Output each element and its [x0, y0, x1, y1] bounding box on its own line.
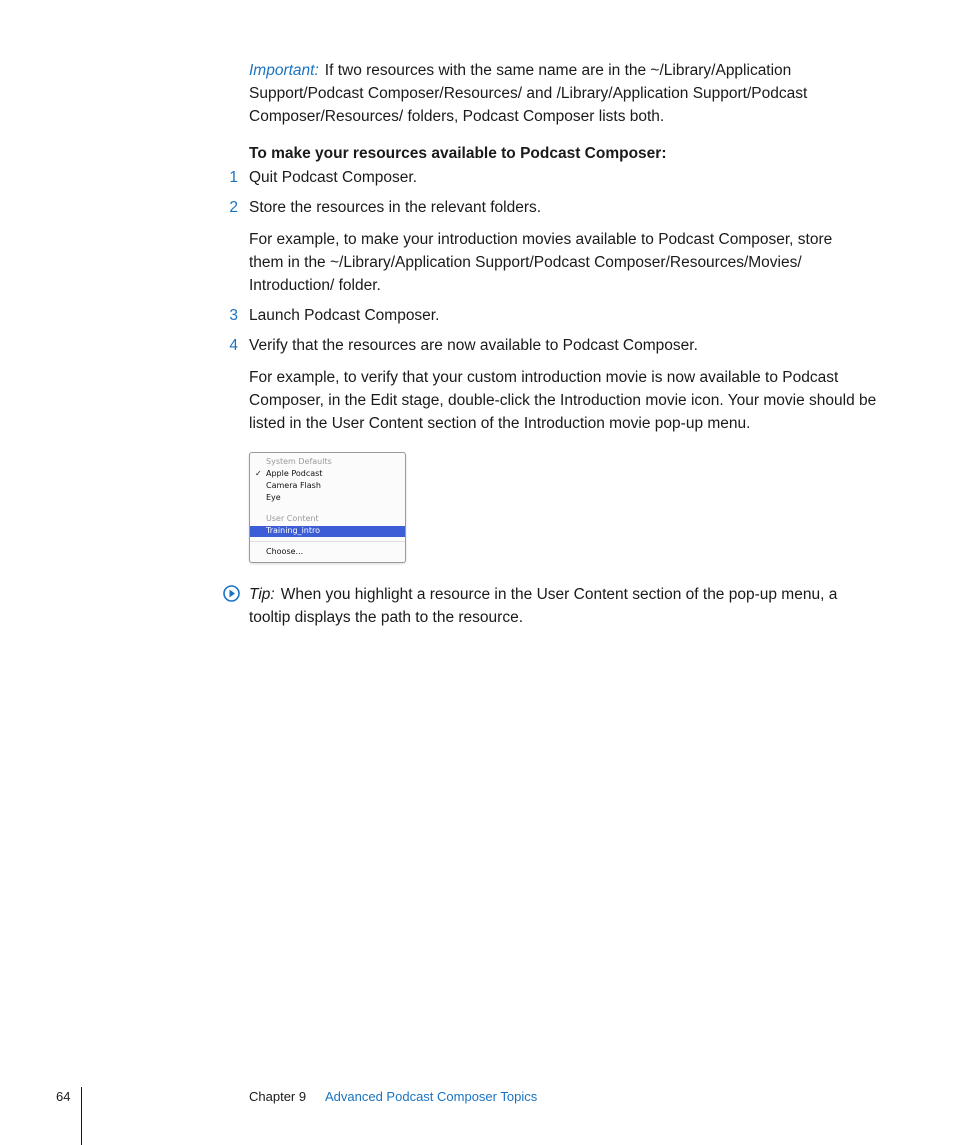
popup-menu-screenshot [249, 452, 406, 563]
menu-item[interactable]: Apple Podcast [266, 469, 323, 478]
important-text: If two resources with the same name are in the ~/Library/Application Support/Podcast Composer/Resources/ and /Library/Application Support/Podcast Composer/Resources/ folders, Podcast Composer lists both. [249, 62, 808, 125]
example-paragraph: For example, to make your introduction movies available to Podcast Composer, store them in the ~/Library/Application Support/Podcast Composer/Resources/Movies/ Introduction/ folder. [249, 231, 833, 294]
checkmark-icon: ✓ [255, 469, 262, 478]
step-number: 2 [229, 199, 238, 216]
menu-section-header: User Content [266, 514, 319, 523]
tip-note [249, 583, 874, 629]
menu-separator [250, 541, 405, 542]
chapter-title: Advanced Podcast Composer Topics [325, 1089, 538, 1104]
step-number: 3 [229, 307, 238, 324]
step-text: Store the resources in the relevant folders. [249, 199, 542, 216]
menu-item-selected[interactable] [250, 526, 405, 537]
important-note [249, 59, 879, 128]
menu-item-label: Training_intro [266, 526, 321, 535]
menu-item-choose[interactable]: Choose... [266, 547, 304, 556]
step-number: 4 [229, 337, 238, 354]
step-text: Quit Podcast Composer. [249, 169, 417, 186]
footer-divider [81, 1087, 82, 1145]
chapter-label: Chapter 9 [249, 1089, 307, 1104]
step-text: Launch Podcast Composer. [249, 307, 440, 324]
menu-section-header: System Defaults [266, 457, 332, 466]
step-text: Verify that the resources are now available to Podcast Composer. [249, 337, 698, 354]
tip-text: When you highlight a resource in the User Content section of the pop-up menu, a tooltip displays the path to the resource. [249, 586, 838, 626]
procedure-heading: To make your resources available to Podcast Composer: [249, 145, 667, 162]
menu-item[interactable]: Camera Flash [266, 481, 321, 490]
example-paragraph: For example, to verify that your custom introduction movie is now available to Podcast Composer, in the Edit stage, double-click the Introduction movie icon. Your movie should be listed in the User Content section of the Introduction movie pop-up menu. [249, 369, 877, 432]
tip-label: Tip: [249, 586, 275, 603]
step-number: 1 [229, 169, 238, 186]
menu-item[interactable]: Eye [266, 493, 281, 502]
arrow-circle-icon [223, 585, 240, 602]
page-number: 64 [56, 1089, 71, 1104]
important-label: Important: [249, 62, 319, 79]
